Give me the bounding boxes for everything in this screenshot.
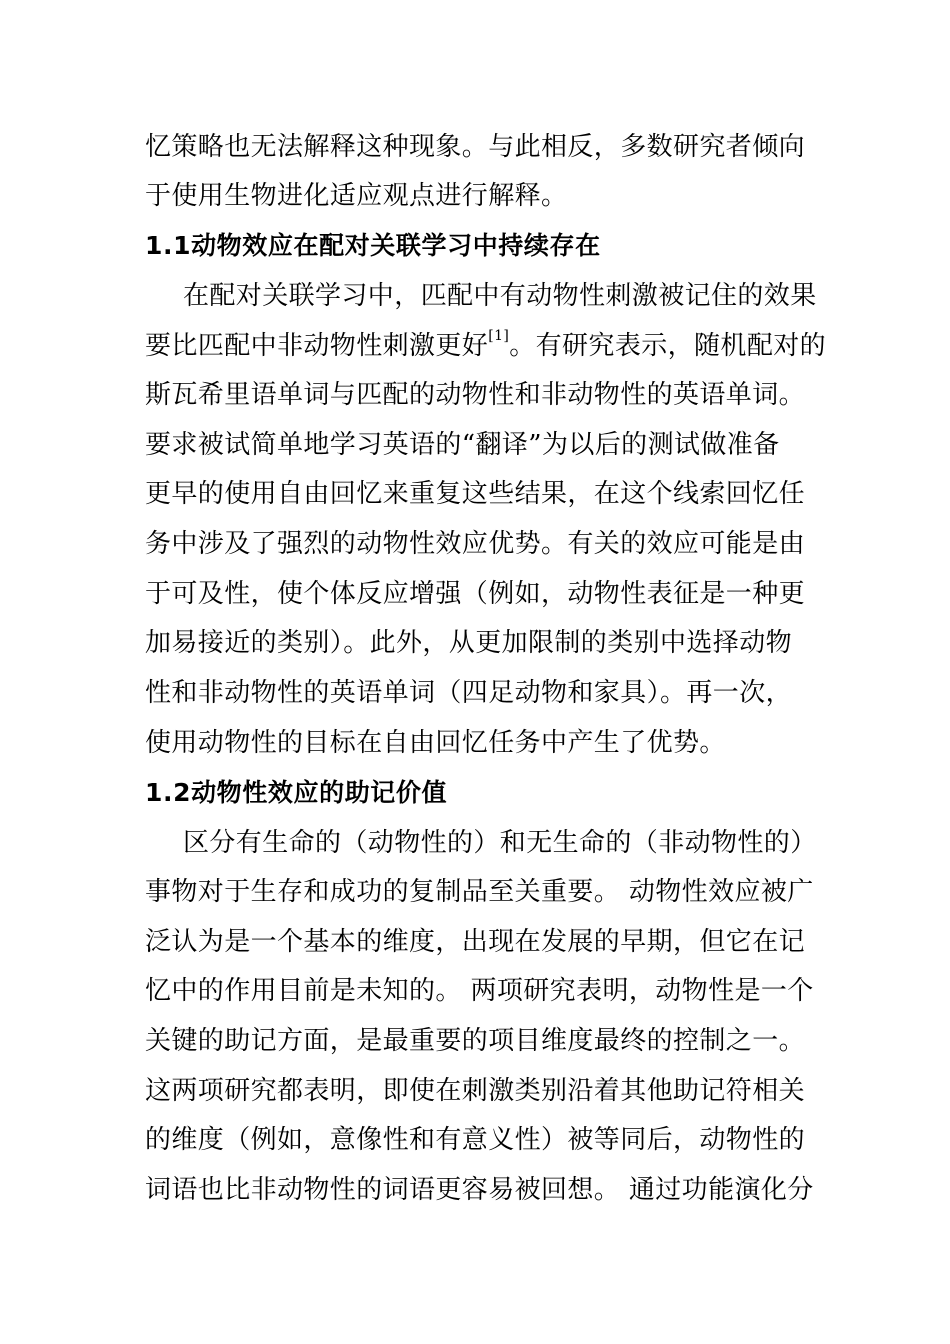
paragraph-line: 关键的助记方面，是最重要的项目维度最终的控制之一。 [145,1026,806,1056]
paragraph-line: 的维度（例如，意像性和有意义性）被等同后，动物性的 [145,1125,806,1155]
paragraph-line: 加易接近的类别）。此外，从更加限制的类别中选择动物 [145,628,793,658]
section-heading-1-2: 1.2动物性效应的助记价值 [145,778,448,807]
paragraph-line: 于使用生物进化适应观点进行解释。 [145,181,568,211]
paragraph-line: 务中涉及了强烈的动物性效应优势。有关的效应可能是由 [145,529,806,559]
paragraph-text: 要比匹配中非动物性刺激更好 [145,331,489,361]
paragraph-line: 事物对于生存和成功的复制品至关重要。 动物性效应被广 [145,877,814,907]
paragraph-line: 斯瓦希里语单词与匹配的动物性和非动物性的英语单词。 [145,380,806,410]
paragraph-line: 要求被试简单地学习英语的“翻译”为以后的测试做准备 [145,430,780,460]
paragraph-line: 泛认为是一个基本的维度，出现在发展的早期，但它在记 [145,927,806,957]
paragraph-line: 忆中的作用目前是未知的。 两项研究表明，动物性是一个 [145,976,814,1006]
paragraph-line: 忆策略也无法解释这种现象。与此相反，多数研究者倾向 [145,132,806,162]
paragraph-line: 区分有生命的（动物性的）和无生命的（非动物性的） [183,828,817,858]
paragraph-line: 性和非动物性的英语单词（四足动物和家具）。再一次， [145,678,793,708]
paragraph-line: 使用动物性的目标在自由回忆任务中产生了优势。 [145,728,726,758]
paragraph-line: 这两项研究都表明，即使在刺激类别沿着其他助记符相关 [145,1076,806,1106]
paragraph-line: 词语也比非动物性的词语更容易被回想。 通过功能演化分 [145,1175,814,1205]
paragraph-text: 。有研究表示，随机配对的 [509,331,827,361]
paragraph-line: 于可及性，使个体反应增强（例如，动物性表征是一种更 [145,579,806,609]
citation-ref[interactable]: [1] [488,328,510,345]
paragraph-line: 在配对关联学习中，匹配中有动物性刺激被记住的效果 [183,281,817,311]
paragraph-line [145,327,826,365]
paragraph-line: 更早的使用自由回忆来重复这些结果，在这个线索回忆任 [145,479,806,509]
section-heading-1-1: 1.1动物效应在配对关联学习中持续存在 [145,231,601,260]
